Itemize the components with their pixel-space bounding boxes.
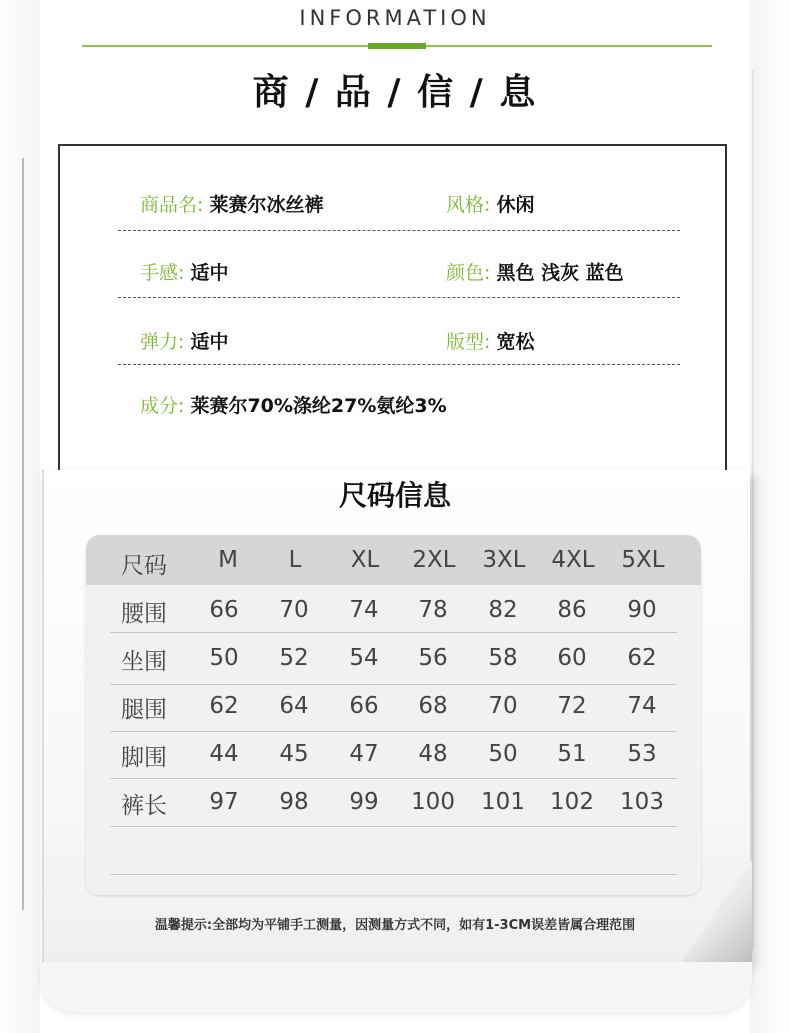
table-cell: 50	[209, 645, 239, 671]
field-key: 版型:	[446, 331, 497, 353]
row-label: 腰围	[121, 601, 167, 627]
table-cell: 97	[209, 789, 239, 815]
measurement-note: 温馨提示:全部均为平铺手工测量，因测量方式不同，如有1-3CM误差皆属合理范围	[154, 918, 636, 933]
header-cell-size: 尺码	[121, 553, 167, 579]
table-cell: 78	[418, 597, 448, 623]
header-cell: L	[288, 547, 302, 573]
table-cell: 74	[627, 693, 657, 719]
field-key: 商品名:	[140, 194, 210, 216]
header-cell: 5XL	[621, 547, 665, 573]
table-cell: 54	[349, 645, 379, 671]
row-label: 裤长	[121, 793, 167, 819]
field-value: 休闲	[496, 194, 535, 216]
header-cell: XL	[350, 547, 380, 573]
table-cell: 45	[279, 741, 309, 767]
size-chart-title: 尺码信息	[338, 479, 451, 512]
table-cell: 50	[488, 741, 518, 767]
table-cell: 100	[411, 789, 455, 815]
header-divider-accent	[368, 43, 426, 49]
style-field	[446, 190, 534, 217]
field-value: 黑色 浅灰 蓝色	[496, 262, 624, 284]
information-header	[0, 0, 790, 120]
table-cell: 48	[418, 741, 448, 767]
table-cell: 51	[557, 741, 587, 767]
row-divider	[110, 632, 677, 633]
product-info-row	[118, 231, 680, 298]
field-value: 莱赛尔冰丝裤	[209, 194, 324, 216]
field-value: 适中	[190, 262, 229, 284]
table-cell: 52	[279, 645, 309, 671]
row-label: 脚围	[121, 745, 167, 771]
table-cell: 64	[279, 693, 309, 719]
table-cell: 62	[209, 693, 239, 719]
row-label: 坐围	[121, 649, 167, 675]
product-info-title: 商 / 品 / 信 / 息	[252, 72, 538, 113]
product-info-row	[118, 298, 680, 365]
product-info-box	[58, 144, 727, 474]
table-cell: 102	[550, 789, 594, 815]
product-info-row	[118, 164, 680, 231]
table-cell: 103	[620, 789, 664, 815]
composition-field	[140, 391, 447, 418]
table-cell: 72	[557, 693, 587, 719]
row-divider	[110, 874, 677, 875]
header-cell: M	[218, 547, 238, 573]
table-cell: 47	[349, 741, 379, 767]
table-cell: 74	[349, 597, 379, 623]
table-cell: 44	[209, 741, 239, 767]
fit-field	[446, 327, 534, 354]
edge-line-left	[22, 158, 24, 910]
table-cell: 56	[418, 645, 448, 671]
row-divider	[110, 778, 677, 779]
header-cell: 3XL	[482, 547, 526, 573]
table-cell: 66	[209, 597, 239, 623]
product-info-row	[118, 365, 680, 432]
table-cell: 86	[557, 597, 587, 623]
table-cell: 98	[279, 789, 309, 815]
table-cell: 82	[488, 597, 518, 623]
table-cell: 62	[627, 645, 657, 671]
product-name-field	[140, 190, 323, 217]
page-edge-right	[750, 0, 790, 1033]
elasticity-field	[140, 327, 228, 354]
table-cell: 101	[481, 789, 525, 815]
color-field	[446, 258, 624, 285]
table-cell: 70	[279, 597, 309, 623]
table-cell: 58	[488, 645, 518, 671]
field-value: 适中	[190, 331, 229, 353]
header-cell: 2XL	[412, 547, 456, 573]
hand-feel-field	[140, 258, 228, 285]
field-key: 风格:	[446, 194, 497, 216]
field-value: 宽松	[496, 331, 535, 353]
table-cell: 66	[349, 693, 379, 719]
row-divider	[110, 826, 677, 827]
bottom-card	[40, 962, 752, 1012]
table-cell: 68	[418, 693, 448, 719]
page-edge-left	[0, 0, 40, 1033]
table-cell: 60	[557, 645, 587, 671]
header-cell: 4XL	[551, 547, 595, 573]
table-cell: 53	[627, 741, 657, 767]
field-key: 手感:	[140, 262, 191, 284]
table-cell: 70	[488, 693, 518, 719]
field-key: 弹力:	[140, 331, 191, 353]
field-value: 莱赛尔70%涤纶27%氨纶3%	[190, 395, 447, 417]
information-english-title: INFORMATION	[299, 6, 491, 30]
field-key: 成分:	[140, 395, 191, 417]
row-label: 腿围	[121, 697, 167, 723]
table-cell: 90	[627, 597, 657, 623]
table-cell: 99	[349, 789, 379, 815]
field-key: 颜色:	[446, 262, 497, 284]
row-divider	[110, 731, 677, 732]
row-divider	[110, 684, 677, 685]
